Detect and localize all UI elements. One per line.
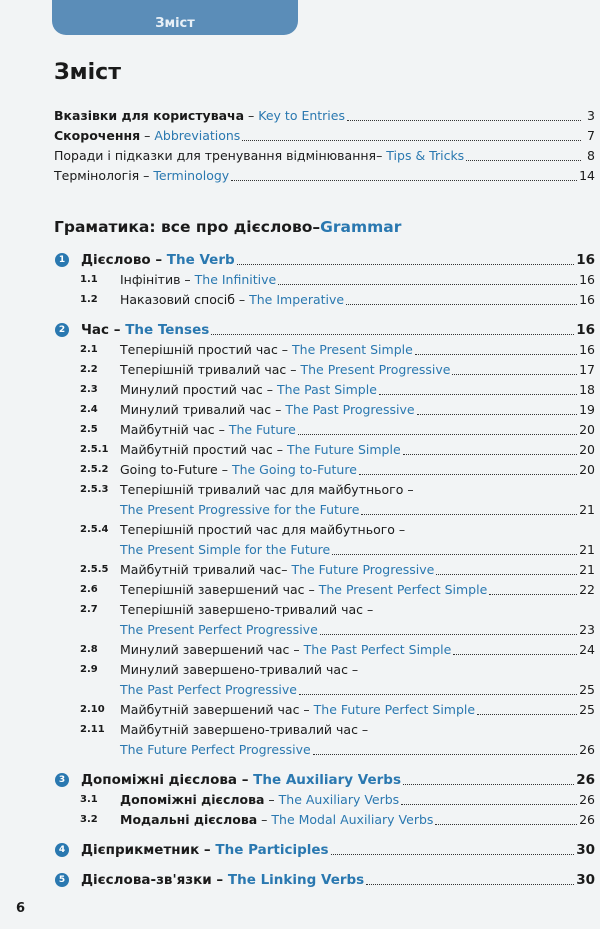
dot-leader (237, 264, 575, 265)
subsection-entry[interactable] (54, 660, 595, 680)
entry-text (120, 400, 415, 420)
spacer (54, 860, 595, 870)
dot-leader (242, 140, 581, 141)
entry-ukrainian: Майбутній простий час (120, 442, 273, 457)
entry-ukrainian: Допоміжні дієслова (81, 772, 238, 788)
subsection-entry-continued[interactable] (54, 680, 595, 700)
entry-ukrainian: Теперішній завершено-тривалий час (120, 602, 364, 617)
subsection-entry[interactable] (54, 290, 595, 310)
entry-english: The Future (228, 422, 296, 437)
entry-english: The Present Perfect Simple (318, 582, 488, 597)
subsection-entry[interactable] (54, 400, 595, 420)
entry-text (120, 810, 433, 830)
dot-leader (452, 374, 577, 375)
entry-page: 16 (579, 292, 595, 307)
entry-text (54, 126, 240, 146)
subsection-entry[interactable] (54, 640, 595, 660)
entry-separator: – (140, 128, 155, 143)
entry-english: The Future Perfect Simple (313, 702, 476, 717)
dot-leader (299, 694, 577, 695)
entry-ukrainian: Теперішній простий час (120, 342, 278, 357)
entry-text (120, 420, 296, 440)
subsection-entry[interactable] (54, 700, 595, 720)
entry-text (120, 340, 413, 360)
entry-text (120, 640, 451, 660)
entry-text (120, 460, 357, 480)
entry-ukrainian: Модальні дієслова (120, 812, 258, 827)
dot-leader (313, 754, 577, 755)
entry-ukrainian: Теперішній завершений час (120, 582, 305, 597)
subsection-number: 2.5.1 (80, 444, 109, 455)
entry-page: 21 (579, 562, 595, 577)
entry-ukrainian: Термінологія (54, 168, 140, 183)
entry-text (120, 580, 487, 600)
entry-separator: – (234, 292, 250, 307)
entry-separator: – (180, 272, 195, 287)
dot-leader (347, 120, 581, 121)
entry-page: 16 (579, 272, 595, 287)
entry-page: 3 (587, 108, 595, 123)
subsection-entry-continued[interactable] (54, 500, 595, 520)
entry-separator: – (271, 402, 286, 417)
entry-page: 25 (579, 682, 595, 697)
chapter-entry[interactable] (54, 320, 595, 340)
entry-page: 20 (579, 422, 595, 437)
chapter-entry[interactable] (54, 840, 595, 860)
chapter-number-icon: 1 (55, 253, 69, 267)
dot-leader (417, 414, 578, 415)
entry-text (120, 480, 414, 500)
entry-separator: – (264, 792, 279, 807)
entry-page: 26 (579, 742, 595, 757)
entry-separator: – (199, 842, 216, 858)
entry-page: 18 (579, 382, 595, 397)
entry-english: The Auxiliary Verbs (253, 772, 401, 788)
entry-separator: – (363, 602, 374, 617)
subsection-entry[interactable] (54, 520, 595, 540)
dot-leader (435, 824, 577, 825)
subsection-number: 1.2 (80, 294, 98, 305)
entry-ukrainian: Допоміжні дієслова (120, 792, 265, 807)
dot-leader (366, 884, 574, 885)
page-title: Зміст (54, 60, 121, 85)
dot-leader (359, 474, 577, 475)
entry-english: The Present Progressive (300, 362, 451, 377)
grammar-separator: – (312, 218, 321, 236)
spacer (54, 240, 595, 250)
entry-separator: – (289, 642, 304, 657)
subsection-entry[interactable] (54, 790, 595, 810)
entry-page: 19 (579, 402, 595, 417)
chapter-number-icon: 4 (55, 843, 69, 857)
entry-ukrainian: Going to-Future (120, 462, 218, 477)
chapter-entry[interactable] (54, 250, 595, 270)
entry-separator: – (357, 722, 369, 737)
entry-english: Terminology (153, 168, 230, 183)
dot-leader (298, 434, 577, 435)
entry-ukrainian: Інфінітив (120, 272, 181, 287)
table-of-contents (54, 106, 595, 890)
entry-english: The Past Simple (276, 382, 377, 397)
subsection-number: 2.5.3 (80, 484, 109, 495)
entry-text (120, 660, 358, 680)
entry-english: Key to Entries (258, 108, 345, 123)
subsection-number: 1.1 (80, 274, 98, 285)
entry-page: 17 (579, 362, 595, 377)
entry-english: The Future Simple (286, 442, 401, 457)
dot-leader (278, 284, 577, 285)
subsection-number: 3.1 (80, 794, 98, 805)
dot-leader (361, 514, 577, 515)
dot-leader (466, 160, 581, 161)
spacer (54, 830, 595, 840)
entry-page: 16 (576, 322, 595, 338)
entry-page: 23 (579, 622, 595, 637)
entry-separator: – (299, 702, 314, 717)
entry-ukrainian: Дієприкметник (81, 842, 200, 858)
entry-english: The Verb (166, 252, 235, 268)
entry-ukrainian: Минулий завершено-тривалий час (120, 662, 348, 677)
entry-english: Abbreviations (154, 128, 241, 143)
subsection-number: 2.10 (80, 704, 105, 715)
entry-page: 21 (579, 542, 595, 557)
entry-english: The Present Simple (292, 342, 413, 357)
entry-text (120, 440, 401, 460)
subsection-entry[interactable] (54, 580, 595, 600)
subsection-entry[interactable] (54, 340, 595, 360)
subsection-entry[interactable] (54, 360, 595, 380)
entry-separator: – (286, 362, 301, 377)
entry-separator: – (376, 148, 387, 163)
spacer (54, 760, 595, 770)
entry-page: 16 (579, 342, 595, 357)
subsection-number: 2.5 (80, 424, 98, 435)
subsection-entry-continued[interactable] (54, 620, 595, 640)
chapter-number-icon: 2 (55, 323, 69, 337)
subsection-number: 2.4 (80, 404, 98, 415)
entry-page: 8 (587, 148, 595, 163)
entry-separator: – (304, 582, 319, 597)
entry-english: The Present Progressive for the Future (120, 502, 360, 517)
entry-english: The Future Progressive (291, 562, 435, 577)
chapter-entry[interactable] (54, 870, 595, 890)
subsection-entry-continued[interactable] (54, 540, 595, 560)
entry-ukrainian: Минулий простий час (120, 382, 263, 397)
entry-ukrainian: Дієслово (81, 252, 151, 268)
entry-ukrainian: Вказівки для користувача (54, 108, 245, 123)
subsection-entry[interactable] (54, 600, 595, 620)
entry-text (120, 360, 450, 380)
subsection-number: 2.1 (80, 344, 98, 355)
entry-english: The Past Progressive (285, 402, 415, 417)
dot-leader (331, 854, 575, 855)
dot-leader (489, 594, 577, 595)
entry-separator: – (211, 872, 228, 888)
entry-page: 26 (579, 812, 595, 827)
entry-text (120, 520, 405, 540)
entry-english: Tips & Tricks (386, 148, 465, 163)
dot-leader (415, 354, 577, 355)
toc-entry[interactable] (54, 166, 595, 186)
entry-english: The Imperative (249, 292, 345, 307)
subsection-number: 2.5.2 (80, 464, 109, 475)
entry-english: The Past Perfect Progressive (120, 682, 297, 697)
subsection-number: 2.6 (80, 584, 98, 595)
entry-text (120, 560, 434, 580)
entry-ukrainian: Дієслова-зв'язки (81, 872, 212, 888)
entry-separator: – (217, 462, 232, 477)
spacer (54, 310, 595, 320)
subsection-number: 2.5.5 (80, 564, 109, 575)
entry-page: 30 (576, 842, 595, 858)
subsection-number: 2.5.4 (80, 524, 109, 535)
entry-page: 16 (576, 252, 595, 268)
entry-text (81, 870, 364, 890)
entry-separator: – (347, 662, 359, 677)
subsection-entry[interactable] (54, 560, 595, 580)
entry-english: The Present Simple for the Future (120, 542, 331, 557)
toc-entry[interactable] (54, 146, 595, 166)
entry-page: 24 (579, 642, 595, 657)
dot-leader (403, 454, 577, 455)
entry-english: The Participles (215, 842, 329, 858)
entry-text (120, 600, 373, 620)
subsection-number: 2.11 (80, 724, 105, 735)
dot-leader (401, 804, 577, 805)
subsection-number: 2.2 (80, 364, 98, 375)
entry-text (120, 380, 377, 400)
chapter-number-icon: 3 (55, 773, 69, 787)
section-heading-grammar (54, 214, 595, 240)
header-tab (52, 0, 298, 35)
entry-ukrainian: Поради і підказки для тренування відмінювання (54, 148, 377, 163)
entry-separator: – (237, 772, 254, 788)
entry-separator: – (394, 522, 406, 537)
entry-english: The Tenses (125, 322, 210, 338)
subsection-number: 2.3 (80, 384, 98, 395)
entry-text (54, 106, 345, 126)
entry-ukrainian: Майбутній час (120, 422, 215, 437)
subsection-entry[interactable] (54, 720, 595, 740)
entry-english: The Auxiliary Verbs (278, 792, 400, 807)
dot-leader (332, 554, 577, 555)
entry-page: 25 (579, 702, 595, 717)
subsection-entry[interactable] (54, 440, 595, 460)
dot-leader (436, 574, 577, 575)
entry-english: The Going to-Future (231, 462, 357, 477)
subsection-entry[interactable] (54, 380, 595, 400)
subsection-number: 2.8 (80, 644, 98, 655)
entry-text (120, 270, 276, 290)
entry-page: 21 (579, 502, 595, 517)
dot-leader (403, 784, 574, 785)
entry-separator: – (244, 108, 259, 123)
entry-ukrainian: Час (81, 322, 110, 338)
entry-page: 30 (576, 872, 595, 888)
entry-separator: – (262, 382, 277, 397)
page-number: 6 (16, 901, 26, 916)
dot-leader (453, 654, 577, 655)
entry-page: 22 (579, 582, 595, 597)
entry-ukrainian: Майбутній завершений час (120, 702, 300, 717)
entry-text (54, 166, 229, 186)
toc-entry[interactable] (54, 106, 595, 126)
entry-english: The Linking Verbs (227, 872, 365, 888)
entry-page: 7 (587, 128, 595, 143)
entry-separator: – (257, 812, 272, 827)
toc-entry[interactable] (54, 126, 595, 146)
subsection-entry[interactable] (54, 810, 595, 830)
entry-separator: – (109, 322, 126, 338)
entry-text (81, 250, 235, 270)
entry-ukrainian: Скорочення (54, 128, 141, 143)
entry-separator: – (281, 562, 292, 577)
entry-separator: – (272, 442, 287, 457)
subsection-entry[interactable] (54, 270, 595, 290)
entry-text (81, 840, 329, 860)
grammar-english: Grammar (320, 218, 402, 236)
entry-page: 20 (579, 442, 595, 457)
entry-english: The Modal Auxiliary Verbs (271, 812, 434, 827)
entry-page: 26 (576, 772, 595, 788)
spacer (54, 186, 595, 214)
dot-leader (346, 304, 577, 305)
subsection-number: 3.2 (80, 814, 98, 825)
dot-leader (379, 394, 577, 395)
subsection-entry-continued[interactable] (54, 740, 595, 760)
header-tab-label: Зміст (155, 16, 195, 31)
subsection-number: 2.7 (80, 604, 98, 615)
entry-separator: – (214, 422, 229, 437)
entry-ukrainian: Минулий завершений час (120, 642, 290, 657)
entry-page: 14 (579, 168, 595, 183)
dot-leader (477, 714, 577, 715)
entry-separator: – (277, 342, 293, 357)
entry-ukrainian: Майбутній завершено-тривалий час (120, 722, 358, 737)
entry-ukrainian: Теперішній тривалий час (120, 362, 287, 377)
chapter-entry[interactable] (54, 770, 595, 790)
entry-page: 20 (579, 462, 595, 477)
entry-ukrainian: Теперішній простий час для майбутнього (120, 522, 395, 537)
subsection-entry[interactable] (54, 460, 595, 480)
dot-leader (231, 180, 577, 181)
entry-english: The Present Perfect Progressive (120, 622, 318, 637)
entry-text (81, 770, 401, 790)
entry-text (120, 290, 344, 310)
subsection-number: 2.9 (80, 664, 98, 675)
entry-text (54, 146, 464, 166)
entry-page: 26 (579, 792, 595, 807)
grammar-ukrainian: Граматика: все про дієслово (54, 218, 313, 236)
entry-ukrainian: Майбутній тривалий час (120, 562, 282, 577)
subsection-entry[interactable] (54, 420, 595, 440)
entry-separator: – (139, 168, 154, 183)
chapter-number-icon: 5 (55, 873, 69, 887)
entry-text (120, 720, 368, 740)
entry-english: The Past Perfect Simple (303, 642, 452, 657)
dot-leader (320, 634, 577, 635)
entry-ukrainian: Минулий тривалий час (120, 402, 272, 417)
entry-text (120, 700, 475, 720)
entry-separator: – (403, 482, 414, 497)
entry-ukrainian: Наказовий спосіб (120, 292, 235, 307)
entry-english: The Infinitive (194, 272, 277, 287)
entry-text (120, 790, 399, 810)
dot-leader (211, 334, 574, 335)
entry-text (81, 320, 209, 340)
entry-ukrainian: Теперішній тривалий час для майбутнього (120, 482, 404, 497)
entry-english: The Future Perfect Progressive (120, 742, 311, 757)
subsection-entry[interactable] (54, 480, 595, 500)
entry-separator: – (150, 252, 167, 268)
